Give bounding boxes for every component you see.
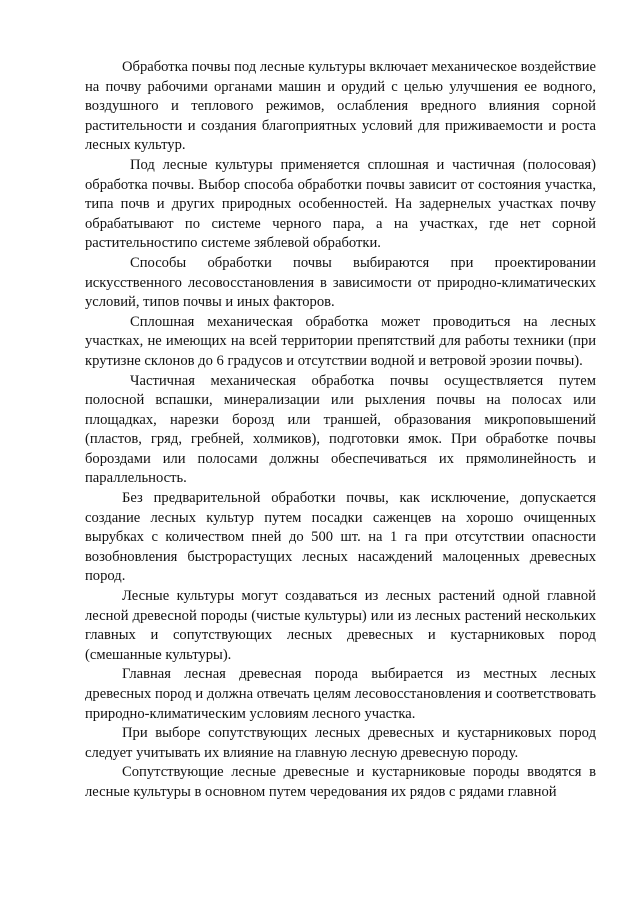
paragraph-soil-treatment: Обработка почвы под лесные культуры включает механическое воздействие на почву рабочими органами машин и орудий с целью улучшения ее водного, воздушного и теплового режимов, ослабления вредного влияния сорной растительности и создания благоприятных условий для приживаемости и роста лесных культур.: [85, 59, 596, 154]
paragraph-main-species: Главная лесная древесная порода выбирается из местных лесных древесных пород и должна отвечать целям лесовосстановления и соответствовать природно-климатическим условиям лесного участка.: [85, 666, 596, 722]
paragraph-full-treatment: Сплошная механическая обработка может проводиться на лесных участках, не имеющих на всей территории препятствий для работы техники (при крутизне склонов до 6 градусов и отсутствии водной и ветровой эрозии почвы).: [85, 313, 596, 369]
paragraph-no-treatment: Без предварительной обработки почвы, как исключение, допускается создание лесных культур путем посадки саженцев на хорошо очищенных вырубках с количеством пней до 500 шт. на 1 га при отсутствии опасности возобновления быстрорастущих лесных насаждений малоценных древесных пород.: [85, 490, 596, 585]
paragraph-culture-composition: Лесные культуры могут создаваться из лесных растений одной главной лесной древесной породы (чистые культуры) или из лесных растений нескольких главных и сопутствующих лесных древесных и кустарниковых пород (смешанные культуры).: [85, 588, 596, 663]
paragraph-treatment-methods: Способы обработки почвы выбираются при проектировании искусственного лесовосстановления в зависимости от природно-климатических условий, типов почвы и иных факторов.: [85, 254, 596, 311]
paragraph-companion-introduction: Сопутствующие лесные древесные и кустарниковые породы вводятся в лесные культуры в основном путем чередования их рядов с рядами главной: [85, 764, 596, 800]
paragraph-treatment-types: Под лесные культуры применяется сплошная и частичная (полосовая) обработка почвы. Выбор способа обработки почвы зависит от состояния участка, типа почв и других природных особенностей. На задернелых участках почву обрабатывают по системе черного пара, а на участках, где нет сорной растительностипо системе зяблевой обработки.: [85, 156, 596, 252]
paragraph-partial-treatment: Частичная механическая обработка почвы осуществляется путем полосной вспашки, минерализации или рыхления почвы на полосах или площадках, нарезки борозд или траншей, образования микроповышений (пластов, гряд, гребней, холмиков), подготовки ямок. При обработке почвы бороздами или полосами должны обеспечиваться их прямолинейность и параллельность.: [85, 372, 596, 487]
paragraph-companion-selection: При выборе сопутствующих лесных древесных и кустарниковых пород следует учитывать их влияние на главную лесную древесную породу.: [85, 725, 596, 761]
